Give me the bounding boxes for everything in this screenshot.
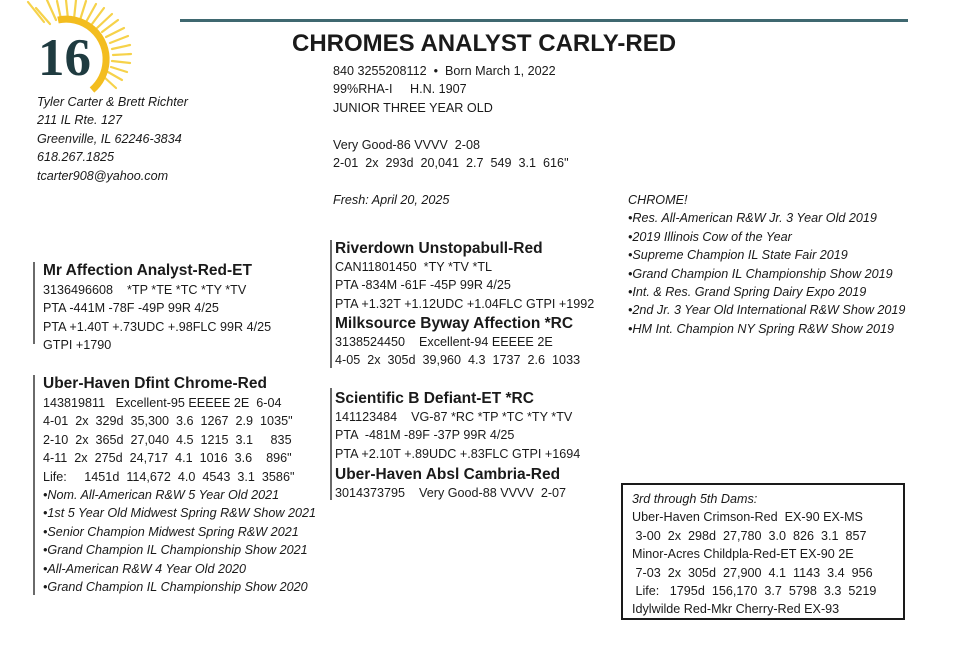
sire-dam-name: Milksource Byway Affection *RC bbox=[335, 315, 574, 332]
dam-dam-block bbox=[335, 465, 566, 502]
dam-sire-block bbox=[335, 389, 580, 463]
dam-sire-line: 141123484 VG-87 *RC *TP *TC *TY *TV bbox=[335, 410, 573, 424]
sire-bracket bbox=[33, 262, 35, 344]
dam-block bbox=[43, 374, 316, 596]
dam-line-bracket bbox=[330, 388, 332, 500]
dam-honor: •Senior Champion Midwest Spring R&W 2021 bbox=[43, 524, 299, 539]
info-line: 840 3255208112 • Born March 1, 2022 bbox=[333, 64, 556, 78]
dam-honor: •1st 5 Year Old Midwest Spring R&W Show 2021 bbox=[43, 506, 316, 521]
sire-sire-line: PTA -834M -61F -45P 99R 4/25 bbox=[335, 278, 511, 293]
chrome-honor: •Supreme Champion IL State Fair 2019 bbox=[628, 248, 848, 263]
sire-line: GTPI +1790 bbox=[43, 338, 112, 353]
dams-heading: 3rd through 5th Dams: bbox=[632, 492, 758, 506]
page-title: CHROMES ANALYST CARLY-RED bbox=[292, 30, 677, 57]
dams-line: 7-03 2x 305d 27,900 4.1 1143 3.4 956 bbox=[632, 565, 873, 580]
info-line: 99%RHA-I H.N. 1907 bbox=[333, 82, 467, 97]
chrome-honor: •Grand Champion IL Championship Show 2019 bbox=[628, 266, 893, 281]
dam-line: 4-01 2x 329d 35,300 3.6 1267 2.9 1035" bbox=[43, 414, 293, 429]
dams-line: Idylwilde Red-Mkr Cherry-Red EX-93 bbox=[632, 602, 840, 617]
animal-info bbox=[333, 62, 569, 209]
info-line: 2-01 2x 293d 20,041 2.7 549 3.1 616" bbox=[333, 156, 569, 171]
lot-number: 16 bbox=[38, 29, 91, 87]
chrome-honor: •Int. & Res. Grand Spring Dairy Expo 2019 bbox=[628, 285, 867, 300]
dam-dam-name: Uber-Haven Absl Cambria-Red bbox=[335, 466, 561, 483]
owner-phone: 618.267.1825 bbox=[37, 150, 115, 165]
fresh-date: Fresh: April 20, 2025 bbox=[333, 192, 450, 207]
dams-line: Uber-Haven Crimson-Red EX-90 EX-MS bbox=[632, 510, 863, 525]
info-line bbox=[333, 172, 569, 190]
sire-line: PTA +1.40T +.73UDC +.98FLC 99R 4/25 bbox=[43, 319, 272, 334]
owner-email: tcarter908@yahoo.com bbox=[37, 168, 169, 183]
chrome-honor: •2019 Illinois Cow of the Year bbox=[628, 229, 792, 244]
sire-sire-line: PTA +1.32T +1.12UDC +1.04FLC GTPI +1992 bbox=[335, 296, 595, 311]
sire-sire-block bbox=[335, 239, 594, 313]
sire-sire-line: CAN11801450 *TY *TV *TL bbox=[335, 260, 493, 274]
dam-sire-line: PTA -481M -89F -37P 99R 4/25 bbox=[335, 428, 515, 443]
owner-city: Greenville, IL 62246-3834 bbox=[37, 131, 182, 146]
info-line: JUNIOR THREE YEAR OLD bbox=[333, 100, 493, 115]
owner-info bbox=[37, 93, 188, 185]
dam-honor: •Grand Champion IL Championship Show 2020 bbox=[43, 580, 308, 595]
chrome-heading: CHROME! bbox=[628, 193, 688, 207]
info-line bbox=[333, 117, 569, 135]
dam-honor: •Grand Champion IL Championship Show 2021 bbox=[43, 543, 308, 558]
sire-dam-line: 3138524450 Excellent-94 EEEEE 2E bbox=[335, 335, 553, 349]
sire-dam-line: 4-05 2x 305d 39,960 4.3 1737 2.6 1033 bbox=[335, 353, 581, 368]
owner-street: 211 IL Rte. 127 bbox=[37, 113, 122, 128]
dam-line: 4-11 2x 275d 24,717 4.1 1016 3.6 896" bbox=[43, 451, 292, 466]
dam-sire-name: Scientific B Defiant-ET *RC bbox=[335, 390, 534, 407]
dam-line: Life: 1451d 114,672 4.0 4543 3.1 3586" bbox=[43, 469, 295, 484]
owner-name: Tyler Carter & Brett Richter bbox=[37, 95, 188, 109]
top-rule bbox=[180, 19, 908, 22]
dams-line: Minor-Acres Childpla-Red-ET EX-90 2E bbox=[632, 547, 854, 562]
sire-line: PTA -441M -78F -49P 99R 4/25 bbox=[43, 301, 219, 316]
chrome-honor: •Res. All-American R&W Jr. 3 Year Old 2019 bbox=[628, 211, 877, 226]
dam-dam-line: 3014373795 Very Good-88 VVVV 2-07 bbox=[335, 486, 567, 500]
dam-line: 2-10 2x 365d 27,040 4.5 1215 3.1 835 bbox=[43, 432, 292, 447]
dam-honor: •All-American R&W 4 Year Old 2020 bbox=[43, 561, 246, 576]
sire-dam-block bbox=[335, 314, 580, 370]
dams-box bbox=[621, 483, 905, 620]
dam-sire-line: PTA +2.10T +.89UDC +.83FLC GTPI +1694 bbox=[335, 446, 581, 461]
sire-line: 3136496608 *TP *TE *TC *TY *TV bbox=[43, 283, 247, 297]
sire-line-bracket bbox=[330, 240, 332, 368]
info-line: Very Good-86 VVVV 2-08 bbox=[333, 137, 481, 152]
dam-line: 143819811 Excellent-95 EEEEE 2E 6-04 bbox=[43, 396, 282, 410]
sire-sire-name: Riverdown Unstopabull-Red bbox=[335, 240, 543, 257]
dam-name: Uber-Haven Dfint Chrome-Red bbox=[43, 375, 267, 392]
chrome-honors bbox=[628, 191, 905, 338]
dam-bracket bbox=[33, 375, 35, 595]
dam-honor: •Nom. All-American R&W 5 Year Old 2021 bbox=[43, 488, 280, 503]
sire-block bbox=[43, 261, 271, 355]
chrome-honor: •HM Int. Champion NY Spring R&W Show 2019 bbox=[628, 321, 894, 336]
sire-name: Mr Affection Analyst-Red-ET bbox=[43, 262, 252, 279]
dams-line: 3-00 2x 298d 27,780 3.0 826 3.1 857 bbox=[632, 528, 867, 543]
dams-line: Life: 1795d 156,170 3.7 5798 3.3 5219 bbox=[632, 584, 877, 599]
chrome-honor: •2nd Jr. 3 Year Old International R&W Show 2019 bbox=[628, 303, 906, 318]
